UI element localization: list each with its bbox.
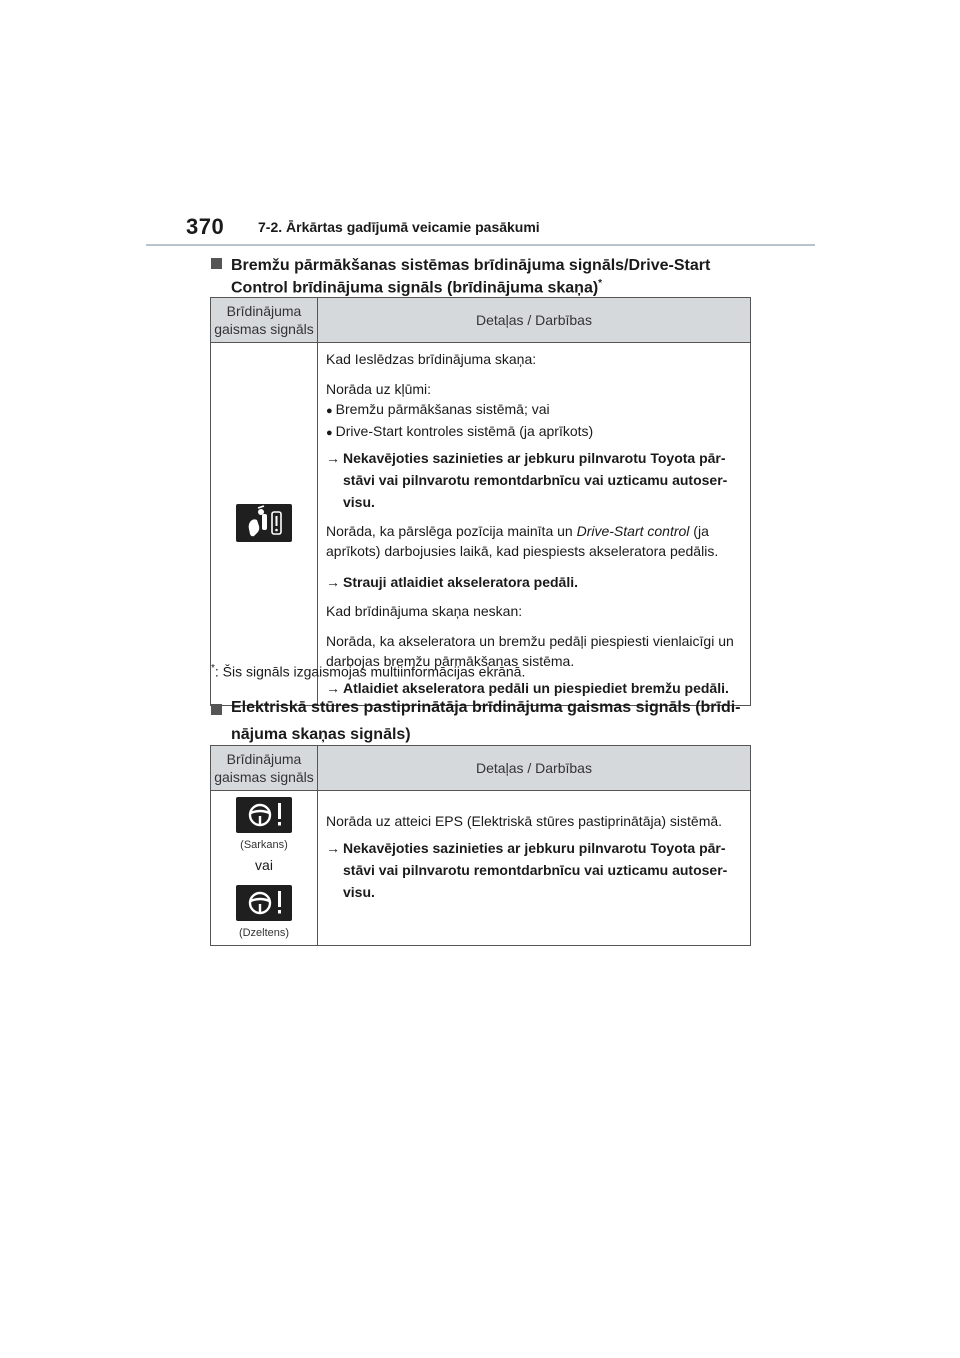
square-bullet-icon (211, 704, 222, 715)
header-rule (146, 244, 815, 246)
arrow-icon: → (326, 680, 340, 696)
details-cell (318, 343, 751, 706)
col-header-details: Detaļas / Darbības (318, 298, 751, 343)
or-text: vai (255, 857, 273, 873)
warning-light-cell (211, 343, 318, 706)
table-header-row (211, 746, 751, 791)
arrow-icon: → (326, 574, 340, 590)
col-header-warning-light: Brīdinājuma gaismas signāls (211, 298, 318, 343)
col-header-warning-light: Brīdinājuma gaismas signāls (211, 746, 318, 791)
steering-wheel-warning-icon-yellow (236, 885, 292, 921)
footnote: *: Šis signāls izgaismojas multiinformācijas ekrānā. (211, 663, 526, 680)
arrow-icon: → (326, 450, 340, 466)
warning-table-brake-override (210, 297, 751, 706)
action-instruction: → Strauji atlaidiet akseleratora pedāli. (326, 574, 578, 590)
action-instruction: → Atlaidiet akseleratora pedāli un piespiediet bremžu pedāli. (326, 680, 729, 696)
square-bullet-icon (211, 258, 222, 269)
details-cell (318, 791, 751, 946)
indication-text: Norāda, ka akseleratora un bremžu pedāļi piespiesti vienlaicīgi un darbojas bremžu pārmākšanas sistēma. (326, 633, 734, 669)
lamp-color-label: (Dzeltens) (238, 927, 290, 939)
col-header-details: Detaļas / Darbības (318, 746, 751, 791)
indication-text: Norāda uz atteici EPS (Elektriskā stūres pastiprinātāja) sistēmā. (326, 813, 723, 829)
lamp-color-label: (Sarkans) (240, 839, 288, 851)
steering-wheel-warning-icon-red (236, 797, 292, 833)
section-heading-eps (211, 694, 751, 748)
footnote-mark: * (211, 663, 215, 674)
warning-table-eps (210, 745, 751, 946)
action-instruction: → Nekavējoties sazinieties ar jebkuru pilnvarotu Toyota pār-stāvi vai pilnvarotu remontdarbnīcu vai uzticamu autoser-visu. (326, 840, 728, 900)
heading-text: Elektriskā stūres pastiprinātāja brīdinājuma gaismas signāls (brīdi-nājuma skaņas signāls) (231, 699, 741, 743)
footnote-mark: * (598, 278, 603, 289)
indication-text: Norāda uz kļūmi: (326, 381, 432, 397)
table-row (211, 791, 751, 946)
heading-text: Bremžu pārmākšanas sistēmas brīdinājuma signāls/Drive-Start Control brīdinājuma signāls (brīdinājuma skaņa) (231, 257, 711, 297)
brake-override-warning-icon (236, 504, 292, 542)
page-number: 370 (186, 214, 225, 239)
list-item: ● Drive-Start kontroles sistēmā (ja aprīkots) (326, 421, 744, 443)
indication-text: Norāda, ka pārslēga pozīcija mainīta un Drive-Start control (ja aprīkots) darbojusies laikā, kad piespiests akseleratora pedālis. (326, 523, 719, 559)
condition-text: Kad Ieslēdzas brīdinājuma skaņa: (326, 351, 537, 367)
running-header: 7-2. Ārkārtas gadījumā veicamie pasākumi (258, 219, 540, 235)
arrow-icon: → (326, 840, 340, 856)
section-heading-brake-override (211, 257, 751, 297)
condition-text: Kad brīdinājuma skaņa neskan: (326, 603, 523, 619)
action-instruction: → Nekavējoties sazinieties ar jebkuru pilnvarotu Toyota pār-stāvi vai pilnvarotu remontdarbnīcu vai uzticamu autoser-visu. (326, 450, 728, 510)
warning-light-cell (211, 791, 318, 946)
table-header-row (211, 298, 751, 343)
table-row (211, 343, 751, 706)
list-item: ● Bremžu pārmākšanas sistēmā; vai (326, 399, 744, 421)
